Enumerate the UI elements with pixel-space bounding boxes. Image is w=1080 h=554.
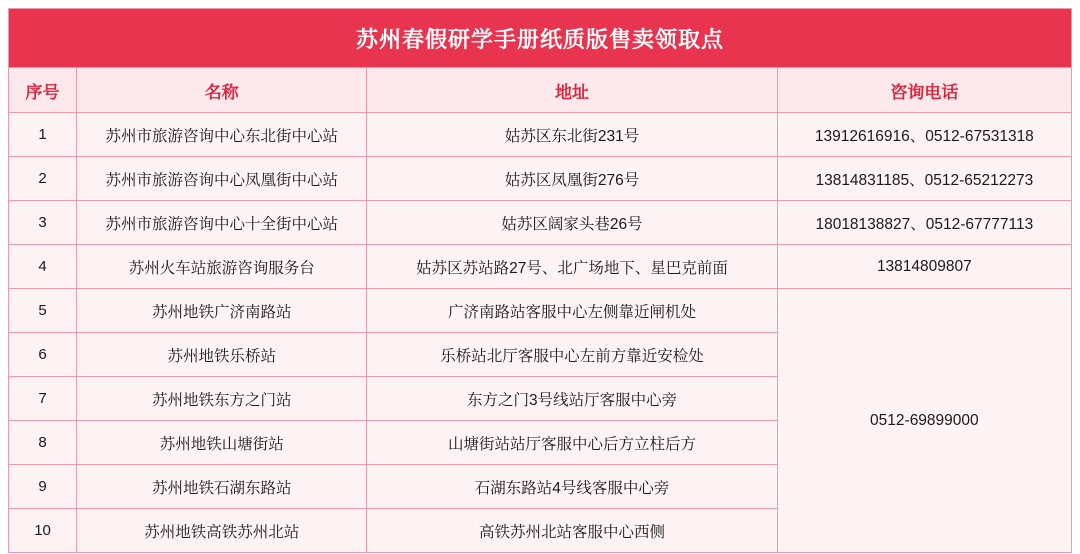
cell-index: 9 bbox=[9, 465, 77, 509]
cell-index: 2 bbox=[9, 157, 77, 201]
cell-address: 姑苏区阔家头巷26号 bbox=[367, 201, 777, 245]
cell-name: 苏州地铁乐桥站 bbox=[77, 333, 367, 377]
cell-index: 4 bbox=[9, 245, 77, 289]
cell-name: 苏州地铁山塘街站 bbox=[77, 421, 367, 465]
cell-index: 6 bbox=[9, 333, 77, 377]
column-header-name: 名称 bbox=[77, 68, 367, 113]
cell-index: 8 bbox=[9, 421, 77, 465]
cell-address: 高铁苏州北站客服中心西侧 bbox=[367, 509, 777, 553]
cell-address: 石湖东路站4号线客服中心旁 bbox=[367, 465, 777, 509]
table-row bbox=[9, 157, 1072, 201]
cell-phone: 13814809807 bbox=[777, 245, 1071, 289]
cell-name: 苏州市旅游咨询中心凤凰街中心站 bbox=[77, 157, 367, 201]
table-row bbox=[9, 289, 1072, 333]
cell-name: 苏州地铁东方之门站 bbox=[77, 377, 367, 421]
cell-address: 姑苏区凤凰街276号 bbox=[367, 157, 777, 201]
page-title: 苏州春假研学手册纸质版售卖领取点 bbox=[9, 9, 1072, 68]
table-row bbox=[9, 113, 1072, 157]
cell-name: 苏州地铁石湖东路站 bbox=[77, 465, 367, 509]
table-row bbox=[9, 201, 1072, 245]
column-header-index: 序号 bbox=[9, 68, 77, 113]
cell-index: 10 bbox=[9, 509, 77, 553]
table-row bbox=[9, 245, 1072, 289]
cell-address: 东方之门3号线站厅客服中心旁 bbox=[367, 377, 777, 421]
cell-name: 苏州火车站旅游咨询服务台 bbox=[77, 245, 367, 289]
cell-phone: 13912616916、0512-67531318 bbox=[777, 113, 1071, 157]
cell-index: 3 bbox=[9, 201, 77, 245]
cell-index: 5 bbox=[9, 289, 77, 333]
cell-address: 乐桥站北厅客服中心左前方靠近安检处 bbox=[367, 333, 777, 377]
cell-name: 苏州地铁高铁苏州北站 bbox=[77, 509, 367, 553]
cell-phone: 18018138827、0512-67777113 bbox=[777, 201, 1071, 245]
cell-address: 山塘街站站厅客服中心后方立柱后方 bbox=[367, 421, 777, 465]
table-title-row bbox=[9, 9, 1072, 68]
cell-index: 7 bbox=[9, 377, 77, 421]
cell-phone-merged: 0512-69899000 bbox=[777, 289, 1071, 553]
cell-name: 苏州市旅游咨询中心十全街中心站 bbox=[77, 201, 367, 245]
cell-index: 1 bbox=[9, 113, 77, 157]
table-header-row bbox=[9, 68, 1072, 113]
pickup-points-table bbox=[8, 8, 1072, 553]
column-header-phone: 咨询电话 bbox=[777, 68, 1071, 113]
cell-address: 姑苏区东北街231号 bbox=[367, 113, 777, 157]
cell-address: 姑苏区苏站路27号、北广场地下、星巴克前面 bbox=[367, 245, 777, 289]
cell-address: 广济南路站客服中心左侧靠近闸机处 bbox=[367, 289, 777, 333]
cell-phone: 13814831185、0512-65212273 bbox=[777, 157, 1071, 201]
cell-name: 苏州市旅游咨询中心东北街中心站 bbox=[77, 113, 367, 157]
column-header-address: 地址 bbox=[367, 68, 777, 113]
cell-name: 苏州地铁广济南路站 bbox=[77, 289, 367, 333]
